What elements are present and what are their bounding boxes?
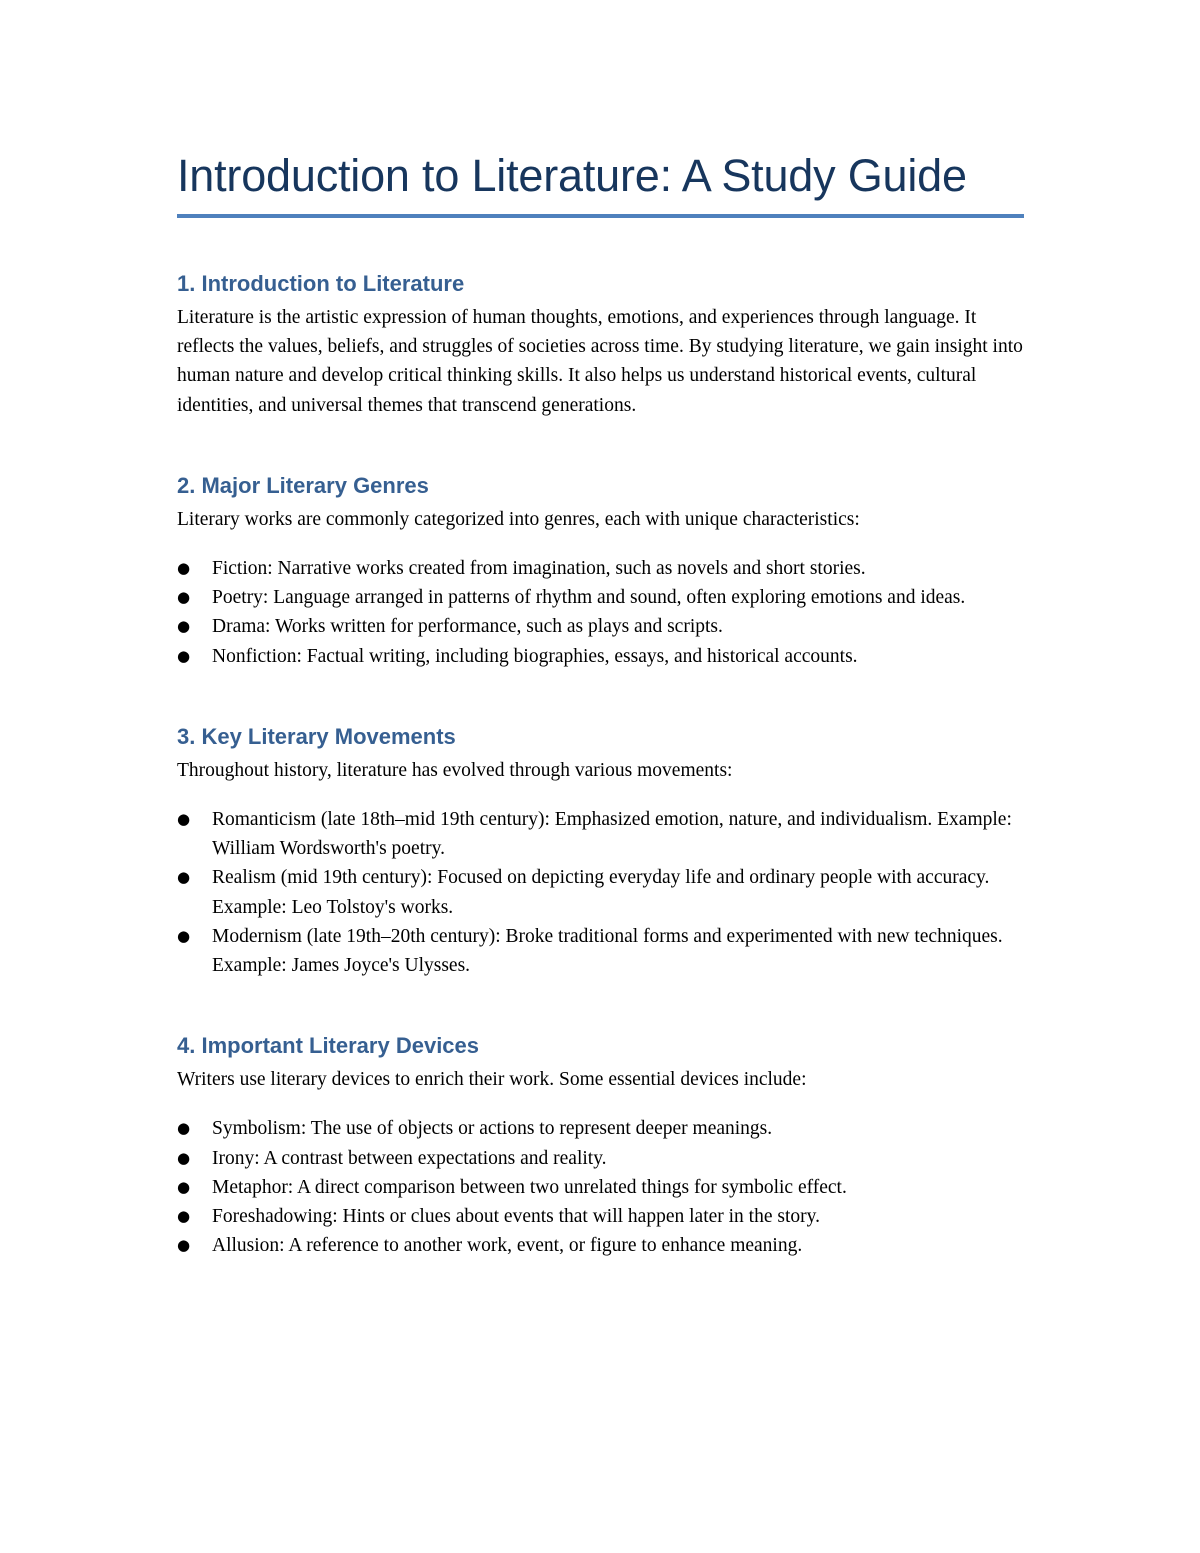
list-item-text: Drama: Works written for performance, such as plays and scripts. — [212, 616, 723, 638]
section-heading: 1. Introduction to Literature — [177, 271, 465, 296]
list-item — [177, 922, 1025, 980]
bullet-icon: ● — [177, 868, 191, 887]
section-movements — [177, 722, 1025, 980]
bullet-icon: ● — [177, 1236, 191, 1255]
section-paragraph: Literature is the artistic expression of human thoughts, emotions, and experiences through language. It reflects the values, beliefs, and struggles of societies across time. By studying literature, we gain insight into human nature and develop critical thinking skills. It also helps us understand historical events, cultural identities, and universal themes that transcend generations. — [177, 307, 1023, 416]
section-introduction — [177, 269, 1025, 420]
list-item — [177, 612, 1025, 641]
list-item-text: Nonfiction: Factual writing, including biographies, essays, and historical accounts. — [212, 645, 858, 667]
section-paragraph: Writers use literary devices to enrich their work. Some essential devices include: — [177, 1069, 807, 1091]
document-body — [177, 145, 1025, 1260]
bullet-icon: ● — [177, 617, 191, 636]
bullet-icon: ● — [177, 1148, 191, 1167]
document-title: Introduction to Literature: A Study Guide — [177, 150, 967, 201]
list-item — [177, 642, 1025, 671]
section-paragraph: Throughout history, literature has evolved through various movements: — [177, 759, 733, 781]
bullet-icon: ● — [177, 926, 191, 945]
bullet-icon: ● — [177, 1207, 191, 1226]
bullet-icon: ● — [177, 559, 191, 578]
section-heading: 2. Major Literary Genres — [177, 472, 429, 498]
bullet-icon: ● — [177, 810, 191, 829]
bullet-icon: ● — [177, 1177, 191, 1196]
list-item-text: Modernism (late 19th–20th century): Broke traditional forms and experimented with new techniques. Example: James Joyce's Ulysses. — [212, 925, 1003, 977]
list-item — [177, 1202, 1025, 1231]
bullet-icon: ● — [177, 646, 191, 665]
list-item-text: Symbolism: The use of objects or actions to represent deeper meanings. — [212, 1118, 773, 1140]
list-item — [177, 805, 1025, 863]
bullet-icon: ● — [177, 588, 191, 607]
list-item-text: Metaphor: A direct comparison between two unrelated things for symbolic effect. — [212, 1176, 847, 1198]
list-item — [177, 1144, 1025, 1173]
list-item-text: Foreshadowing: Hints or clues about events that will happen later in the story. — [212, 1206, 820, 1228]
list-item — [177, 583, 1025, 612]
section-heading: 4. Important Literary Devices — [177, 1033, 480, 1059]
list-item — [177, 863, 1025, 921]
list-item — [177, 1114, 1025, 1143]
list-item — [177, 554, 1025, 583]
list-item-text: Poetry: Language arranged in patterns of rhythm and sound, often exploring emotions and ideas. — [212, 587, 966, 609]
section-heading: 3. Key Literary Movements — [177, 723, 456, 749]
section-devices — [177, 1031, 1025, 1260]
list-item-text: Fiction: Narrative works created from imagination, such as novels and short stories. — [212, 558, 866, 580]
bullet-list — [177, 805, 1025, 980]
list-item-text: Realism (mid 19th century): Focused on depicting everyday life and ordinary people with accuracy. Example: Leo Tolstoy's works. — [212, 867, 990, 918]
bullet-list — [177, 554, 1025, 671]
bullet-list — [177, 1114, 1025, 1260]
list-item — [177, 1173, 1025, 1202]
section-genres — [177, 471, 1025, 671]
list-item — [177, 1231, 1025, 1260]
section-paragraph: Literary works are commonly categorized into genres, each with unique characteristics: — [177, 508, 860, 530]
list-item-text: Irony: A contrast between expectations and reality. — [212, 1147, 607, 1169]
title-underline-rule — [177, 214, 1024, 218]
bullet-icon: ● — [177, 1119, 191, 1138]
list-item-text: Allusion: A reference to another work, event, or figure to enhance meaning. — [212, 1235, 803, 1257]
list-item-text: Romanticism (late 18th–mid 19th century): Emphasized emotion, nature, and individualism. Example: William Wordsworth's poetry. — [212, 809, 1012, 860]
